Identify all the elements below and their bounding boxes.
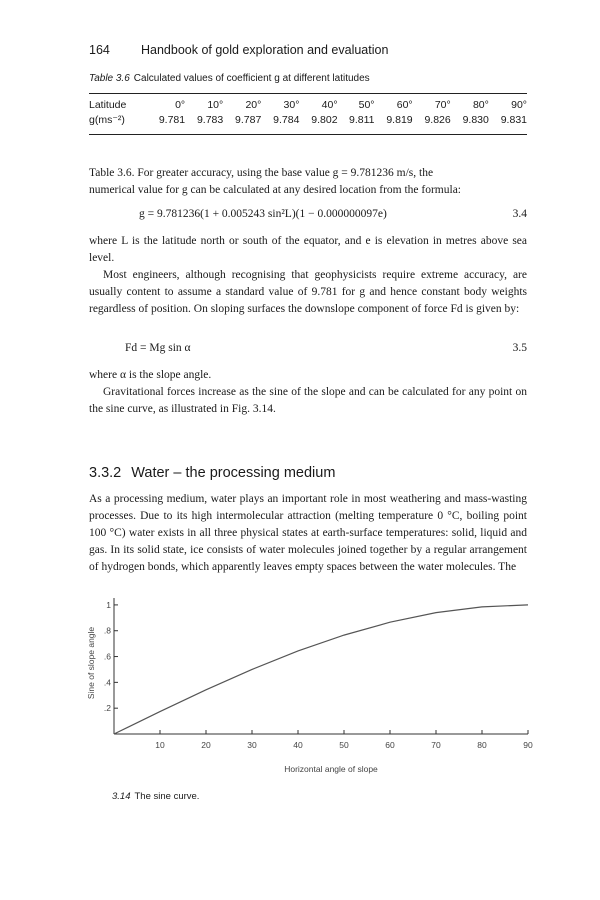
figure-3-14 — [86, 592, 536, 792]
figure-caption — [112, 791, 199, 802]
table-cell: 9.802 — [311, 113, 338, 126]
table-cell: 40° — [321, 98, 338, 111]
table-caption-text: Calculated values of coefficient g at different latitudes — [133, 73, 370, 84]
paragraph-1 — [89, 165, 527, 199]
table-cell: 9.811 — [349, 113, 375, 126]
table-cell: 9.781 — [158, 113, 186, 126]
section-heading — [89, 465, 335, 481]
table-bottom-rule — [89, 134, 527, 135]
table-cell: 9.819 — [386, 113, 413, 126]
x-tick-label: 30 — [247, 740, 257, 750]
table-cell: Latitude — [89, 98, 127, 111]
equation-number: 3.5 — [512, 342, 527, 354]
x-tick-label: 10 — [155, 740, 165, 750]
table-row-latitude — [89, 97, 527, 112]
x-tick-label: 20 — [201, 740, 211, 750]
table-top-rule — [89, 93, 527, 94]
paragraph-6 — [89, 491, 527, 576]
x-tick-label: 70 — [431, 740, 441, 750]
x-tick-label: 40 — [293, 740, 303, 750]
table-cell: 9.831 — [500, 113, 527, 126]
text-block: Most engineers, although recognising that geophysicists require extreme accuracy, are usually content to assume a standard value of 9.781 for g and hence constant body weights regardless of position. On sloping surfaces the downslope component of force Fd is given by: — [89, 269, 527, 315]
section-title: Water – the processing medium — [131, 465, 336, 481]
y-tick-label: .2 — [103, 703, 111, 714]
paragraph-5 — [89, 384, 527, 418]
x-axis-label: Horizontal angle of slope — [284, 764, 378, 774]
table-cell: 9.783 — [196, 113, 224, 126]
y-tick-label: 1 — [106, 599, 111, 610]
y-tick-label: .8 — [103, 625, 111, 636]
equation-text: Fd = Mg sin α — [125, 342, 191, 354]
table-cell: 9.784 — [273, 113, 300, 126]
table-cell: 0° — [175, 98, 186, 111]
x-tick-label: 80 — [477, 740, 487, 750]
text-block: Gravitational forces increase as the sine of the slope and can be calculated for any point on the sine curve, as illustrated in Fig. 3.14. — [89, 386, 527, 415]
table-cell: g(ms⁻²) — [89, 113, 125, 126]
table-row-g — [89, 112, 527, 127]
paragraph-4 — [89, 367, 527, 384]
table-cell: 10° — [207, 98, 224, 111]
sine-curve-chart — [86, 592, 536, 787]
series-line — [114, 605, 528, 734]
equation-number: 3.4 — [512, 208, 527, 220]
table-caption — [89, 73, 370, 84]
table-cell: 9.830 — [462, 113, 489, 126]
book-title: Handbook of gold exploration and evaluation — [141, 43, 389, 57]
x-tick-label: 90 — [523, 740, 533, 750]
y-tick-label: .6 — [103, 651, 111, 662]
page-number: 164 — [89, 43, 110, 57]
text-line: Table 3.6. For greater accuracy, using the base value g = 9.781236 m/s, the — [89, 167, 434, 179]
figure-caption-number: 3.14 — [112, 791, 131, 802]
g-latitude-table — [89, 97, 527, 127]
table-cell: 70° — [434, 98, 451, 111]
y-tick-label: .4 — [103, 677, 111, 688]
paragraph-2 — [89, 233, 527, 267]
table-caption-number: Table 3.6 — [89, 73, 130, 84]
equation-text: g = 9.781236(1 + 0.005243 sin²L)(1 − 0.000000097e) — [139, 208, 387, 220]
y-axis-label: Sine of slope angle — [86, 626, 96, 700]
x-tick-label: 60 — [385, 740, 395, 750]
table-cell: 20° — [245, 98, 262, 111]
table-cell: 50° — [358, 98, 375, 111]
table-cell: 30° — [283, 98, 300, 111]
table-cell: 9.826 — [424, 113, 451, 126]
x-tick-label: 50 — [339, 740, 349, 750]
text-block: As a processing medium, water plays an important role in most weathering and mass-wasting processes. Due to its high intermolecular attraction (melting temperature 0 °C, boiling point 100 °C) water exists in all three physical states at earth-surface temperatures: solid, liquid and gas. In its solid state, ice consists of water molecules joined together by a regular arrangement of hydrogen bonds, which apparently leaves empty spaces between the water molecules. The — [89, 493, 527, 573]
paragraph-3 — [89, 267, 527, 318]
table-cell: 9.787 — [235, 113, 262, 126]
text-block: where L is the latitude north or south of the equator, and e is elevation in metres above sea level. — [89, 235, 527, 264]
text-block: where α is the slope angle. — [89, 369, 212, 381]
figure-caption-text: The sine curve. — [134, 791, 200, 802]
section-number: 3.3.2 — [89, 465, 122, 481]
table-cell: 60° — [396, 98, 413, 111]
table-cell: 80° — [472, 98, 489, 111]
text-line: numerical value for g can be calculated at any desired location from the formula: — [89, 184, 461, 196]
table-cell: 90° — [511, 98, 527, 111]
running-head — [89, 43, 388, 57]
